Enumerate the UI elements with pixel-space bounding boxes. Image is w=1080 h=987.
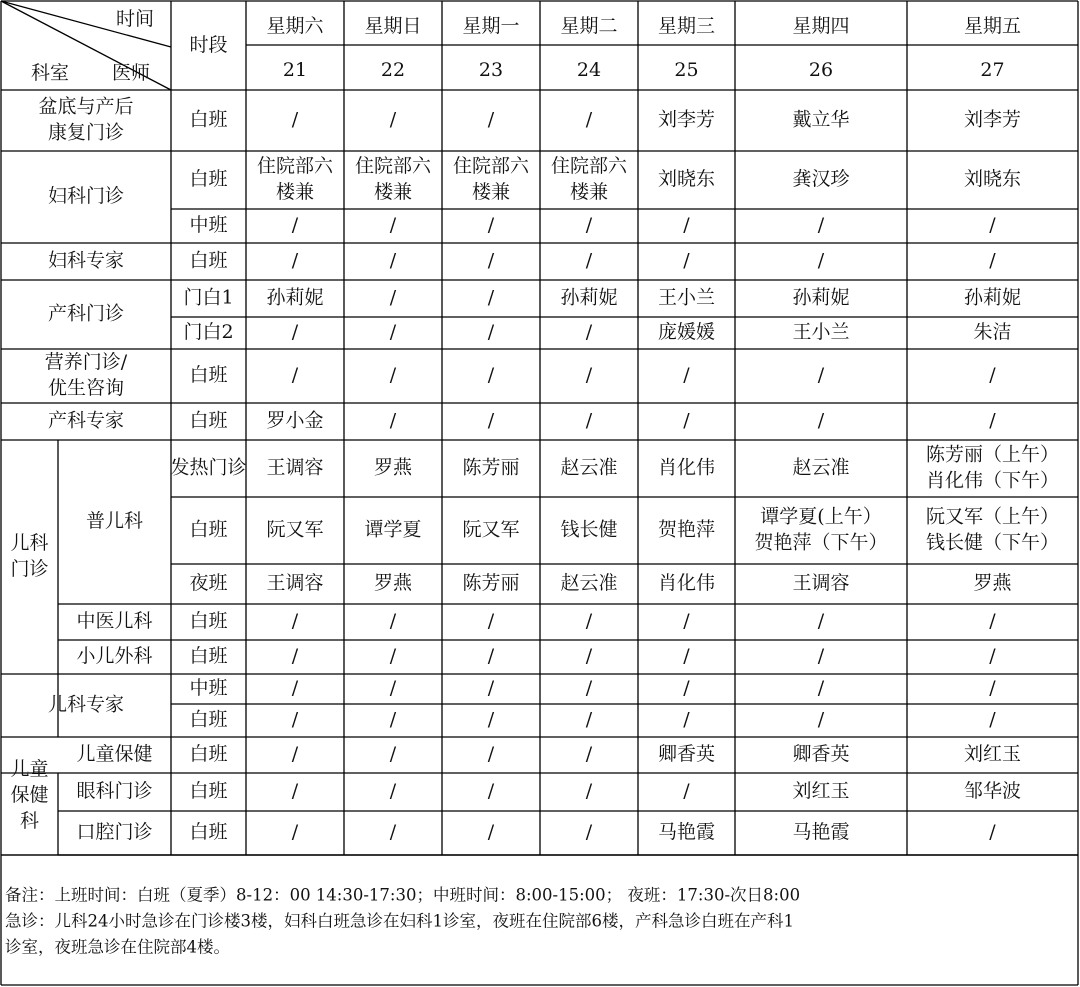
schedule-cell: / [585, 249, 593, 272]
schedule-cell: 刘晓东 [963, 168, 1022, 190]
schedule-cell: / [585, 677, 593, 699]
date-header: 27 [980, 59, 1005, 81]
schedule-cell: / [817, 214, 825, 236]
shift-label: 白班 [189, 708, 228, 731]
schedule-cell: 阮又军 [266, 518, 324, 541]
schedule-cell: 贺艳萍 [657, 518, 716, 541]
schedule-cell: / [585, 780, 593, 802]
schedule-cell: 钱长健（下午） [925, 531, 1060, 554]
schedule-cell: / [291, 821, 299, 843]
schedule-cell: 王小兰 [657, 286, 716, 309]
day-header: 星期六 [266, 15, 324, 37]
schedule-cell: 刘红玉 [792, 780, 850, 802]
schedule-cell: / [389, 610, 397, 632]
schedule-cell: 赵云准 [560, 572, 618, 594]
schedule-cell: 罗燕 [373, 572, 413, 594]
schedule-cell: 王小兰 [792, 321, 850, 343]
department-label: 盆底与产后 [38, 95, 134, 118]
schedule-cell: 王调容 [266, 456, 324, 479]
schedule-cell: 贺艳萍（下午） [754, 531, 888, 554]
schedule-cell: / [989, 249, 996, 272]
schedule-cell: / [585, 214, 593, 236]
schedule-cell: / [585, 108, 593, 131]
schedule-cell: / [291, 108, 299, 131]
schedule-cell: 孙莉妮 [560, 286, 618, 309]
header-shift-label: 时段 [189, 34, 228, 56]
schedule-cell: / [291, 214, 299, 236]
schedule-cell: / [389, 708, 397, 731]
schedule-cell: / [817, 364, 825, 386]
schedule-cell: 肖化伟 [657, 456, 716, 479]
department-label: 保健 [10, 784, 49, 806]
shift-label: 白班 [189, 168, 228, 190]
day-header: 星期二 [560, 15, 618, 37]
department-label: 营养门诊/ [44, 351, 128, 373]
schedule-cell: 阮又军（上午） [925, 505, 1060, 528]
date-header: 23 [478, 59, 504, 81]
subdepartment-label: 儿童保健 [76, 743, 153, 765]
schedule-cell: 马艳霞 [657, 821, 716, 843]
department-label: 康复门诊 [47, 121, 125, 144]
schedule-cell: 刘李芳 [657, 108, 716, 131]
header-dept-label: 科室 [30, 62, 70, 84]
schedule-cell: / [683, 249, 690, 272]
day-header: 星期四 [792, 15, 850, 37]
schedule-cell: 孙莉妮 [266, 286, 324, 309]
schedule-cell: 陈芳丽 [462, 572, 520, 594]
day-header: 星期一 [462, 15, 520, 37]
shift-label: 白班 [189, 610, 228, 632]
department-label: 优生咨询 [47, 377, 125, 399]
schedule-cell: 罗燕 [973, 572, 1012, 594]
schedule-cell: / [487, 214, 495, 236]
schedule-cell: / [487, 108, 495, 131]
note-line: 备注：上班时间：白班（夏季）8-12：00 14:30-17:30；中班时间：8:00-15:00； 夜班：17:30-次日8:00 [5, 885, 801, 905]
department-label: 科 [19, 810, 40, 832]
schedule-cell: / [817, 249, 825, 272]
schedule-cell: / [291, 645, 299, 667]
note-line: 急诊：儿科24小时急诊在门诊楼3楼，妇科白班急诊在妇科1诊室，夜班在住院部6楼，产科急诊白班在产科1 [5, 911, 794, 931]
schedule-cell: / [989, 409, 996, 432]
shift-label: 白班 [189, 743, 228, 765]
schedule-cell: / [585, 364, 593, 386]
schedule-cell: / [989, 610, 996, 632]
shift-label: 白班 [189, 108, 228, 131]
shift-label: 白班 [189, 821, 228, 843]
schedule-cell: / [585, 409, 593, 432]
schedule-cell: / [989, 821, 996, 843]
schedule-cell: / [487, 645, 495, 667]
schedule-cell: / [585, 821, 593, 843]
schedule-cell: 朱洁 [973, 321, 1012, 343]
schedule-cell: / [585, 708, 593, 731]
schedule-cell: / [487, 821, 495, 843]
schedule-cell: / [487, 780, 495, 802]
department-label: 儿科 [10, 532, 49, 554]
schedule-cell: / [683, 708, 690, 731]
department-label: 产科专家 [47, 409, 125, 432]
schedule-cell: / [389, 321, 397, 343]
day-header: 星期日 [364, 15, 422, 37]
date-header: 24 [576, 59, 602, 81]
department-label: 门诊 [10, 558, 49, 580]
schedule-cell: / [389, 108, 397, 131]
schedule-cell: / [817, 645, 825, 667]
department-label: 妇科门诊 [47, 185, 125, 207]
schedule-cell: / [487, 610, 495, 632]
schedule-cell: / [291, 743, 299, 765]
schedule-cell: / [389, 743, 397, 765]
schedule-cell: / [487, 743, 495, 765]
schedule-cell: 王调容 [792, 572, 850, 594]
department-label: 产科门诊 [47, 302, 125, 325]
schedule-cell: 邹华波 [963, 780, 1022, 802]
schedule-cell: 刘李芳 [963, 108, 1022, 131]
schedule-cell: 谭学夏(上午） [760, 505, 882, 528]
header-time-label: 时间 [115, 8, 155, 30]
schedule-cell: / [291, 321, 299, 343]
schedule-cell: / [487, 677, 495, 699]
shift-label: 夜班 [189, 572, 228, 594]
schedule-cell: 卿香英 [657, 743, 716, 765]
schedule-cell: / [989, 677, 996, 699]
shift-label: 白班 [189, 645, 228, 667]
schedule-cell: / [389, 780, 397, 802]
shift-label: 门白1 [183, 286, 234, 309]
schedule-cell: 陈芳丽 [462, 456, 520, 479]
schedule-cell: 阮又军 [462, 518, 520, 541]
schedule-cell: / [989, 214, 996, 236]
schedule-cell: 住院部六 [354, 155, 432, 177]
shift-label: 发热门诊 [170, 456, 247, 479]
shift-label: 中班 [189, 214, 228, 236]
schedule-cell: / [817, 409, 825, 432]
subdepartment-label: 中医儿科 [76, 610, 153, 632]
schedule-cell: / [291, 708, 299, 731]
schedule-cell: / [683, 610, 690, 632]
department-label: 儿科专家 [47, 693, 125, 716]
schedule-cell: / [585, 610, 593, 632]
schedule-cell: / [989, 364, 996, 386]
shift-label: 门白2 [183, 321, 234, 343]
schedule-cell: 刘晓东 [657, 168, 716, 190]
schedule-cell: 谭学夏 [364, 518, 422, 541]
schedule-cell: / [585, 743, 593, 765]
schedule-cell: 住院部六 [452, 155, 530, 177]
schedule-cell: 钱长健 [560, 518, 618, 541]
schedule-cell: / [817, 708, 825, 731]
schedule-cell: / [487, 249, 495, 272]
schedule-cell: / [487, 321, 495, 343]
shift-label: 白班 [189, 249, 228, 272]
schedule-cell: 王调容 [266, 572, 324, 594]
schedule-cell: / [585, 321, 593, 343]
day-header: 星期三 [657, 15, 716, 37]
schedule-cell: / [291, 364, 299, 386]
schedule-cell: 住院部六 [550, 155, 628, 177]
shift-label: 中班 [189, 677, 228, 699]
subdepartment-label: 口腔门诊 [76, 821, 153, 843]
schedule-cell: 罗燕 [373, 456, 413, 479]
schedule-cell: / [389, 409, 397, 432]
schedule-cell: / [389, 645, 397, 667]
schedule-cell: / [389, 249, 397, 272]
schedule-cell: / [989, 645, 996, 667]
shift-label: 白班 [189, 409, 228, 432]
schedule-cell: 戴立华 [792, 108, 850, 131]
schedule-cell: / [817, 610, 825, 632]
note-line: 诊室，夜班急诊在住院部4楼。 [5, 937, 230, 957]
department-label: 妇科专家 [47, 249, 125, 272]
schedule-cell: / [389, 677, 397, 699]
schedule-cell: 楼兼 [471, 181, 511, 203]
schedule-cell: / [683, 780, 690, 802]
schedule-cell: / [389, 364, 397, 386]
schedule-cell: / [291, 780, 299, 802]
schedule-cell: 楼兼 [569, 181, 609, 203]
schedule-cell: / [817, 677, 825, 699]
schedule-cell: / [683, 645, 690, 667]
schedule-cell: 马艳霞 [792, 821, 850, 843]
date-header: 25 [674, 59, 699, 81]
subdepartment-label: 眼科门诊 [76, 780, 153, 802]
schedule-cell: 孙莉妮 [963, 286, 1022, 309]
schedule-cell: 陈芳丽（上午） [925, 443, 1060, 466]
schedule-cell: / [389, 821, 397, 843]
schedule-cell: / [291, 677, 299, 699]
schedule-cell: / [291, 610, 299, 632]
schedule-cell: 罗小金 [266, 409, 324, 432]
schedule-cell: / [683, 364, 690, 386]
day-header: 星期五 [963, 15, 1022, 37]
schedule-cell: / [683, 214, 690, 236]
shift-label: 白班 [189, 518, 228, 541]
schedule-cell: 肖化伟 [657, 572, 716, 594]
schedule-cell: / [487, 708, 495, 731]
schedule-cell: 楼兼 [373, 181, 413, 203]
schedule-cell: 龚汉珍 [792, 168, 850, 190]
schedule-cell: / [291, 249, 299, 272]
schedule-cell: / [585, 645, 593, 667]
schedule-cell: / [487, 286, 495, 309]
department-label: 儿童 [10, 758, 49, 780]
schedule-cell: / [487, 409, 495, 432]
header-doctor-label: 医师 [111, 62, 151, 84]
schedule-cell: 孙莉妮 [792, 286, 850, 309]
date-header: 22 [380, 59, 406, 81]
schedule-cell: 庞媛媛 [657, 321, 716, 343]
schedule-cell: / [683, 409, 690, 432]
shift-label: 白班 [189, 364, 228, 386]
date-header: 21 [282, 59, 308, 81]
date-header: 26 [808, 59, 834, 81]
schedule-cell: 赵云准 [792, 456, 850, 479]
schedule-cell: 住院部六 [256, 155, 334, 177]
schedule-cell: 肖化伟（下午） [925, 469, 1060, 492]
shift-label: 白班 [189, 780, 228, 802]
schedule-cell: / [487, 364, 495, 386]
subdepartment-label: 普儿科 [85, 510, 144, 532]
schedule-cell: 刘红玉 [963, 743, 1022, 765]
schedule-cell: / [989, 708, 996, 731]
schedule-cell: / [389, 286, 397, 309]
schedule-cell: / [683, 677, 690, 699]
schedule-cell: 楼兼 [275, 181, 315, 203]
schedule-cell: 卿香英 [792, 743, 850, 765]
subdepartment-label: 小儿外科 [76, 645, 153, 667]
schedule-cell: 赵云准 [560, 456, 618, 479]
schedule-cell: / [389, 214, 397, 236]
